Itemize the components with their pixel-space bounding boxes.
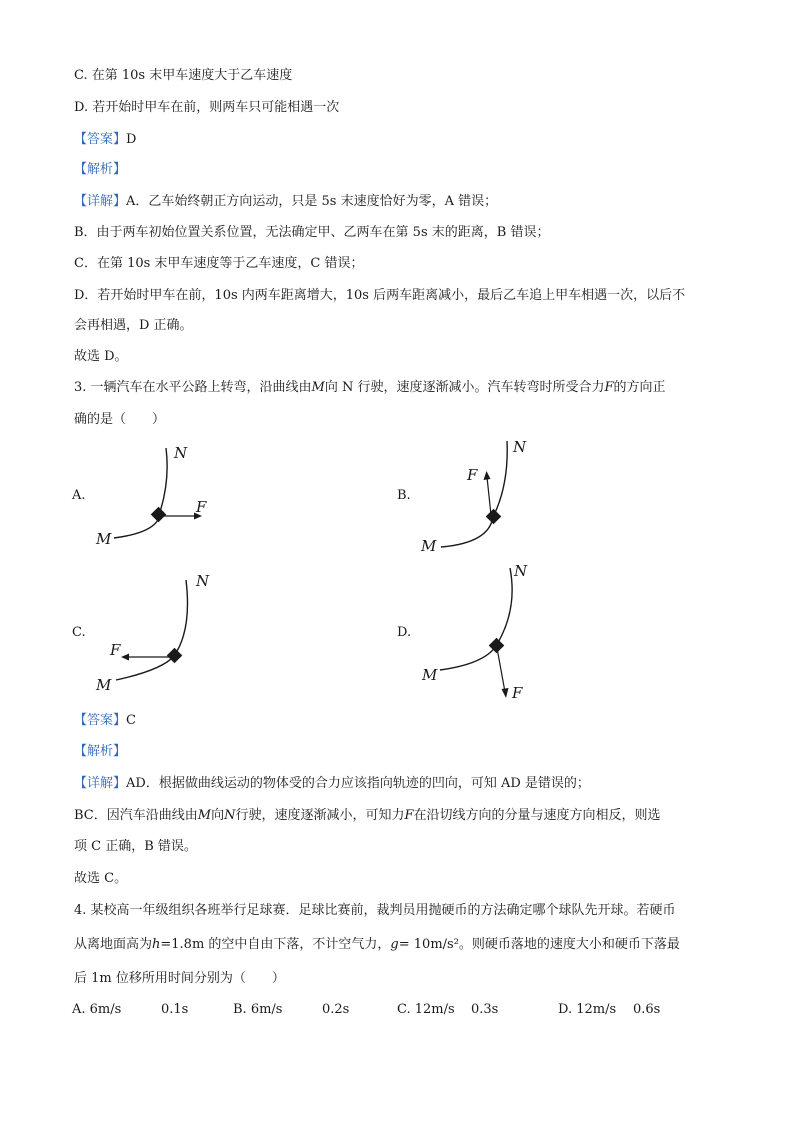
label-M: M bbox=[421, 537, 437, 555]
q4-option-d-time: 0.6s bbox=[633, 1002, 661, 1017]
q3-option-c-label: C. bbox=[72, 625, 86, 640]
q3-conclusion: 故选 C。 bbox=[74, 871, 128, 886]
q2-answer bbox=[74, 130, 136, 150]
answer-value: C bbox=[126, 713, 136, 728]
q4-option-d: D. 12m/s bbox=[558, 1002, 617, 1017]
math-F: F bbox=[604, 380, 614, 395]
q4-option-a bbox=[72, 1002, 121, 1017]
q3-option-a-diagram bbox=[90, 440, 220, 550]
label-F: F bbox=[467, 466, 478, 484]
math-N: N bbox=[224, 808, 236, 823]
q2-detail-a bbox=[74, 192, 497, 212]
stem-text: 从离地面高为 bbox=[74, 937, 153, 952]
detail-text: BC．因汽车沿曲线由 bbox=[74, 808, 198, 823]
q2-conclusion: 故选 D。 bbox=[74, 349, 128, 364]
q4-option-b: B. 6m/s bbox=[233, 1002, 283, 1017]
math-M: M bbox=[197, 808, 212, 823]
detail-text: 在沿切线方向的分量与速度方向相反，则选 bbox=[413, 808, 661, 823]
stem-text: =1.8m 的空中自由下落，不计空气力， bbox=[160, 937, 391, 952]
q3-detail-bc1 bbox=[74, 806, 661, 826]
math-g: g bbox=[390, 937, 399, 952]
q3-option-d-label: D. bbox=[397, 625, 412, 640]
label-F: F bbox=[110, 641, 121, 659]
math-F: F bbox=[404, 808, 414, 823]
q4-option-b-time: 0.2s bbox=[322, 1002, 350, 1017]
detail-text: 行驶，速度逐渐减小，可知力 bbox=[235, 808, 405, 823]
q3-option-b-label: B. bbox=[397, 488, 411, 503]
q3-option-a-label: A. bbox=[72, 488, 86, 503]
q2-analysis-tag: 【解析】 bbox=[74, 162, 127, 177]
q3-option-d-diagram bbox=[418, 560, 548, 705]
label-N: N bbox=[196, 572, 210, 590]
detail-text: AD．根据做曲线运动的物体受的合力应该指向轨迹的凹向，可知 AD 是错误的； bbox=[126, 776, 590, 791]
q2-detail-d2: 会再相遇，D 正确。 bbox=[74, 318, 193, 333]
q3-detail-bc2: 项 C 正确，B 错误。 bbox=[74, 839, 197, 854]
option-label: A. 6m/s bbox=[72, 1002, 122, 1017]
label-M: M bbox=[422, 666, 438, 684]
q2-detail-d1: D．若开始时甲车在前，10s 内两车距离增大，10s 后两车距离减小，最后乙车追上甲车相遇一次，以后不 bbox=[74, 288, 686, 303]
q2-option-d: D. 若开始时甲车在前，则两车只可能相遇一次 bbox=[74, 100, 340, 115]
stem-text: 向 N 行驶，速度逐渐减小。汽车转弯时所受合力 bbox=[324, 380, 605, 395]
math-M: M bbox=[311, 380, 325, 395]
q3-analysis-tag: 【解析】 bbox=[74, 744, 127, 759]
label-M: M bbox=[96, 530, 112, 548]
detail-text: A．乙车始终朝正方向运动，只是 5s 末速度恰好为零，A 错误； bbox=[126, 194, 498, 209]
stem-text: 。则硬币落地的速度大小和硬币下落最 bbox=[458, 937, 680, 952]
label-N: N bbox=[174, 444, 188, 462]
q3-detail-ad bbox=[74, 774, 590, 794]
q3-stem-line1 bbox=[74, 378, 666, 398]
label-N: N bbox=[513, 438, 527, 456]
answer-value: D bbox=[126, 132, 137, 147]
q3-option-c-diagram bbox=[92, 570, 222, 695]
answer-tag: 【答案】 bbox=[74, 132, 127, 147]
detail-tag: 【详解】 bbox=[74, 194, 127, 209]
stem-text: 的方向正 bbox=[613, 380, 666, 395]
detail-text: 向 bbox=[211, 808, 225, 823]
q2-detail-c: C．在第 10s 末甲车速度等于乙车速度，C 错误； bbox=[74, 256, 364, 271]
q4-stem-line1: 4. 某校高一年级组织各班举行足球赛．足球比赛前，裁判员用抛硬币的方法确定哪个球队先开球。若硬币 bbox=[74, 903, 676, 918]
label-N: N bbox=[514, 562, 528, 580]
q3-stem-line2: 确的是（ ） bbox=[74, 412, 166, 427]
q3-option-b-diagram bbox=[415, 435, 545, 555]
stem-text: 3. 一辆汽车在水平公路上转弯，沿曲线由 bbox=[74, 380, 312, 395]
label-M: M bbox=[96, 676, 112, 694]
q4-stem-line2 bbox=[74, 935, 680, 955]
q2-detail-b: B．由于两车初始位置关系位置，无法确定甲、乙两车在第 5s 末的距离，B 错误； bbox=[74, 225, 550, 240]
q4-option-c-time: 0.3s bbox=[471, 1002, 499, 1017]
q4-option-a-time: 0.1s bbox=[161, 1002, 189, 1017]
label-F: F bbox=[512, 684, 523, 702]
math-h: h bbox=[152, 937, 161, 952]
stem-text: = 10m/s² bbox=[398, 937, 459, 952]
q2-option-c: C. 在第 10s 末甲车速度大于乙车速度 bbox=[74, 68, 293, 83]
q3-answer bbox=[74, 711, 136, 731]
q4-stem-line3: 后 1m 位移所用时间分别为（ ） bbox=[74, 971, 285, 986]
detail-tag: 【详解】 bbox=[74, 776, 127, 791]
answer-tag: 【答案】 bbox=[74, 713, 127, 728]
q4-option-c: C. 12m/s bbox=[397, 1002, 455, 1017]
label-F: F bbox=[196, 498, 207, 516]
